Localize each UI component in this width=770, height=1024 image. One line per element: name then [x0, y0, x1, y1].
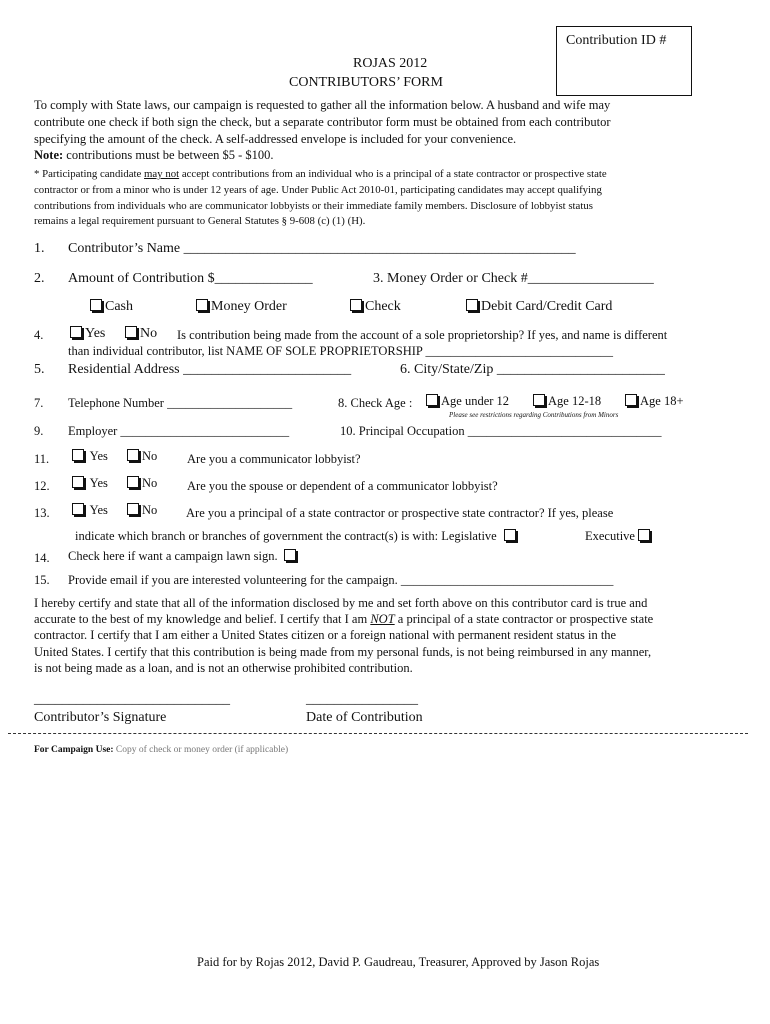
- no-label: No: [142, 503, 158, 517]
- footnote-line-1: [34, 168, 607, 180]
- item-number: 1.: [34, 241, 45, 256]
- volunteer-email-field[interactable]: Provide email if you are interested volunteering for the campaign. __________________________________: [68, 573, 614, 587]
- checkbox-icon[interactable]: [625, 394, 637, 406]
- minors-note: Please see restrictions regarding Contributions from Minors: [449, 411, 619, 419]
- yes-label: Yes: [89, 449, 108, 463]
- item-number: 4.: [34, 328, 44, 342]
- certify-not: NOT: [370, 612, 395, 626]
- q14-lawn-sign[interactable]: [68, 549, 299, 564]
- item-number: 15.: [34, 573, 50, 587]
- checkbox-icon[interactable]: [127, 449, 139, 461]
- yes-label: Yes: [85, 326, 106, 341]
- payment-card-label: Debit Card/Credit Card: [481, 299, 613, 314]
- footnote-text: accept contributions from an individual who is a principal of a state contractor or prospective state: [179, 168, 607, 180]
- item-number: 7.: [34, 396, 44, 410]
- money-order-check-field[interactable]: 3. Money Order or Check #__________________: [373, 271, 654, 286]
- residential-address-field[interactable]: Residential Address ________________________: [68, 362, 352, 377]
- no-label: No: [140, 326, 158, 341]
- q13-executive[interactable]: [585, 529, 653, 544]
- footnote-line-4: remains a legal requirement pursuant to General Statutes § 9-608 (c) (1) (H).: [34, 215, 366, 227]
- q11-yes[interactable]: [72, 449, 108, 464]
- intro-line-2: contribute one check if both sign the check, but a separate contributor form must be obtained from each contributor: [34, 115, 611, 129]
- item-number: 13.: [34, 506, 50, 520]
- age-12-18-label: Age 12-18: [548, 394, 602, 408]
- checkbox-icon[interactable]: [638, 529, 650, 541]
- checkbox-icon[interactable]: [466, 299, 478, 311]
- checkbox-icon[interactable]: [127, 476, 139, 488]
- no-label: No: [142, 476, 158, 490]
- age-12-18[interactable]: [533, 394, 601, 409]
- campaign-use-sep: :: [110, 745, 114, 755]
- intro-line-3: specifying the amount of the check. A self-addressed envelope is included for your convenience.: [34, 132, 517, 146]
- q4-yes[interactable]: [70, 326, 105, 342]
- sole-proprietorship-field[interactable]: than individual contributor, list NAME OF SOLE PROPRIETORSHIP ______________________________: [68, 344, 614, 358]
- payment-money-order[interactable]: [196, 299, 287, 315]
- q12-no[interactable]: [127, 476, 157, 491]
- yes-label: Yes: [89, 503, 108, 517]
- footnote-line-2: contractor or from a minor who is under 12 years of age. Under Public Act 2010-01, participating candidates may accept qualifying: [34, 184, 602, 196]
- campaign-use-text: Copy of check or money order (if applicable): [113, 745, 289, 755]
- checkbox-icon[interactable]: [72, 476, 84, 488]
- certify-line-1: I hereby certify and state that all of the information disclosed by me and set forth above on this contributor card is true and: [34, 596, 648, 610]
- checkbox-icon[interactable]: [426, 394, 438, 406]
- q11-no[interactable]: [127, 449, 157, 464]
- q13-yes[interactable]: [72, 503, 108, 518]
- checkbox-icon[interactable]: [90, 299, 102, 311]
- campaign-use-label: For Campaign Use: [34, 745, 111, 755]
- checkbox-icon[interactable]: [284, 549, 296, 561]
- intro-line-1: To comply with State laws, our campaign is requested to gather all the information below. A husband and wife may: [34, 98, 611, 112]
- checkbox-icon[interactable]: [70, 326, 82, 338]
- contribution-id-box[interactable]: [556, 26, 692, 96]
- note-line: [34, 148, 274, 163]
- yes-label: Yes: [89, 476, 108, 490]
- note-label: Note:: [34, 148, 64, 162]
- payment-check-label: Check: [365, 299, 401, 314]
- employer-field[interactable]: Employer ___________________________: [68, 424, 290, 438]
- checkbox-icon[interactable]: [125, 326, 137, 338]
- divider: [8, 733, 748, 734]
- age-18-plus-label: Age 18+: [640, 394, 684, 408]
- signature-label: Contributor’s Signature: [34, 710, 167, 725]
- form-title-line2: CONTRIBUTORS’ FORM: [289, 75, 443, 90]
- q14-text: Check here if want a campaign lawn sign.: [68, 549, 278, 563]
- checkbox-icon[interactable]: [350, 299, 362, 311]
- q13-branch-text: indicate which branch or branches of government the contract(s) is with: Legislative: [75, 529, 497, 543]
- age-under-12-label: Age under 12: [441, 394, 510, 408]
- footnote-line-3: contributions from individuals who are communicator lobbyists or their immediate family members. Disclosure of lobbyist status: [34, 200, 593, 212]
- payment-check[interactable]: [350, 299, 401, 315]
- no-label: No: [142, 449, 158, 463]
- item-number: 12.: [34, 479, 50, 493]
- certify-text: a principal of a state contractor or prospective state: [394, 612, 654, 626]
- item-number: 11.: [34, 452, 50, 466]
- principal-occupation-field[interactable]: 10. Principal Occupation _______________________________: [340, 424, 662, 438]
- footer-paid-for: Paid for by Rojas 2012, David P. Gaudreau, Treasurer, Approved by Jason Rojas: [197, 955, 600, 969]
- q13-text-line1: Are you a principal of a state contractor or prospective state contractor? If yes, please: [186, 506, 614, 520]
- payment-cash[interactable]: [90, 299, 133, 315]
- certify-line-4: United States. I certify that this contribution is being made from my personal funds, is not being reimbursed in any manner,: [34, 645, 652, 659]
- footnote-may-not: may not: [144, 168, 180, 180]
- checkbox-icon[interactable]: [196, 299, 208, 311]
- q12-text: Are you the spouse or dependent of a communicator lobbyist?: [187, 479, 498, 493]
- check-age-label: 8. Check Age :: [338, 396, 413, 410]
- age-under-12[interactable]: [426, 394, 509, 409]
- contribution-id-label: Contribution ID #: [566, 33, 667, 48]
- checkbox-icon[interactable]: [533, 394, 545, 406]
- payment-cash-label: Cash: [105, 299, 133, 314]
- q11-text: Are you a communicator lobbyist?: [187, 452, 361, 466]
- payment-card[interactable]: [466, 299, 612, 315]
- certify-line-5: is not being made as a loan, and is not an otherwise prohibited contribution.: [34, 661, 413, 675]
- city-state-zip-field[interactable]: 6. City/State/Zip ________________________: [400, 362, 665, 377]
- footnote-text: * Participating candidate: [34, 168, 145, 180]
- item-number: 9.: [34, 424, 44, 438]
- certify-line-3: contractor. I certify that I am either a United States citizen or a foreign national with permanent resident status in the: [34, 628, 617, 642]
- checkbox-icon[interactable]: [72, 503, 84, 515]
- checkbox-icon[interactable]: [127, 503, 139, 515]
- item-number: 5.: [34, 362, 45, 377]
- payment-money-order-label: Money Order: [211, 299, 287, 314]
- checkbox-icon[interactable]: [504, 529, 516, 541]
- item-number: 2.: [34, 271, 45, 286]
- q12-yes[interactable]: [72, 476, 108, 491]
- certify-line-2: [34, 612, 653, 627]
- telephone-field[interactable]: Telephone Number ____________________: [68, 396, 293, 410]
- q13-text-line2: [75, 529, 519, 544]
- certify-text: accurate to the best of my knowledge and belief. I certify that I am: [34, 612, 371, 626]
- q13-no[interactable]: [127, 503, 157, 518]
- contributor-name-field[interactable]: Contributor’s Name ________________________________________________________: [68, 241, 576, 256]
- date-label: Date of Contribution: [306, 710, 423, 725]
- executive-label: Executive: [585, 529, 635, 543]
- date-field[interactable]: ________________: [306, 692, 418, 707]
- checkbox-icon[interactable]: [72, 449, 84, 461]
- note-text: contributions must be between $5 - $100.: [63, 148, 274, 162]
- signature-field[interactable]: ____________________________: [34, 692, 230, 707]
- q4-no[interactable]: [125, 326, 157, 342]
- campaign-use-line: [34, 745, 288, 755]
- q4-text-line1: Is contribution being made from the account of a sole proprietorship? If yes, and name is different: [177, 328, 668, 342]
- age-18-plus[interactable]: [625, 394, 684, 409]
- form-title-line1: ROJAS 2012: [353, 56, 428, 71]
- item-number: 14.: [34, 551, 50, 565]
- amount-field[interactable]: Amount of Contribution $______________: [68, 271, 313, 286]
